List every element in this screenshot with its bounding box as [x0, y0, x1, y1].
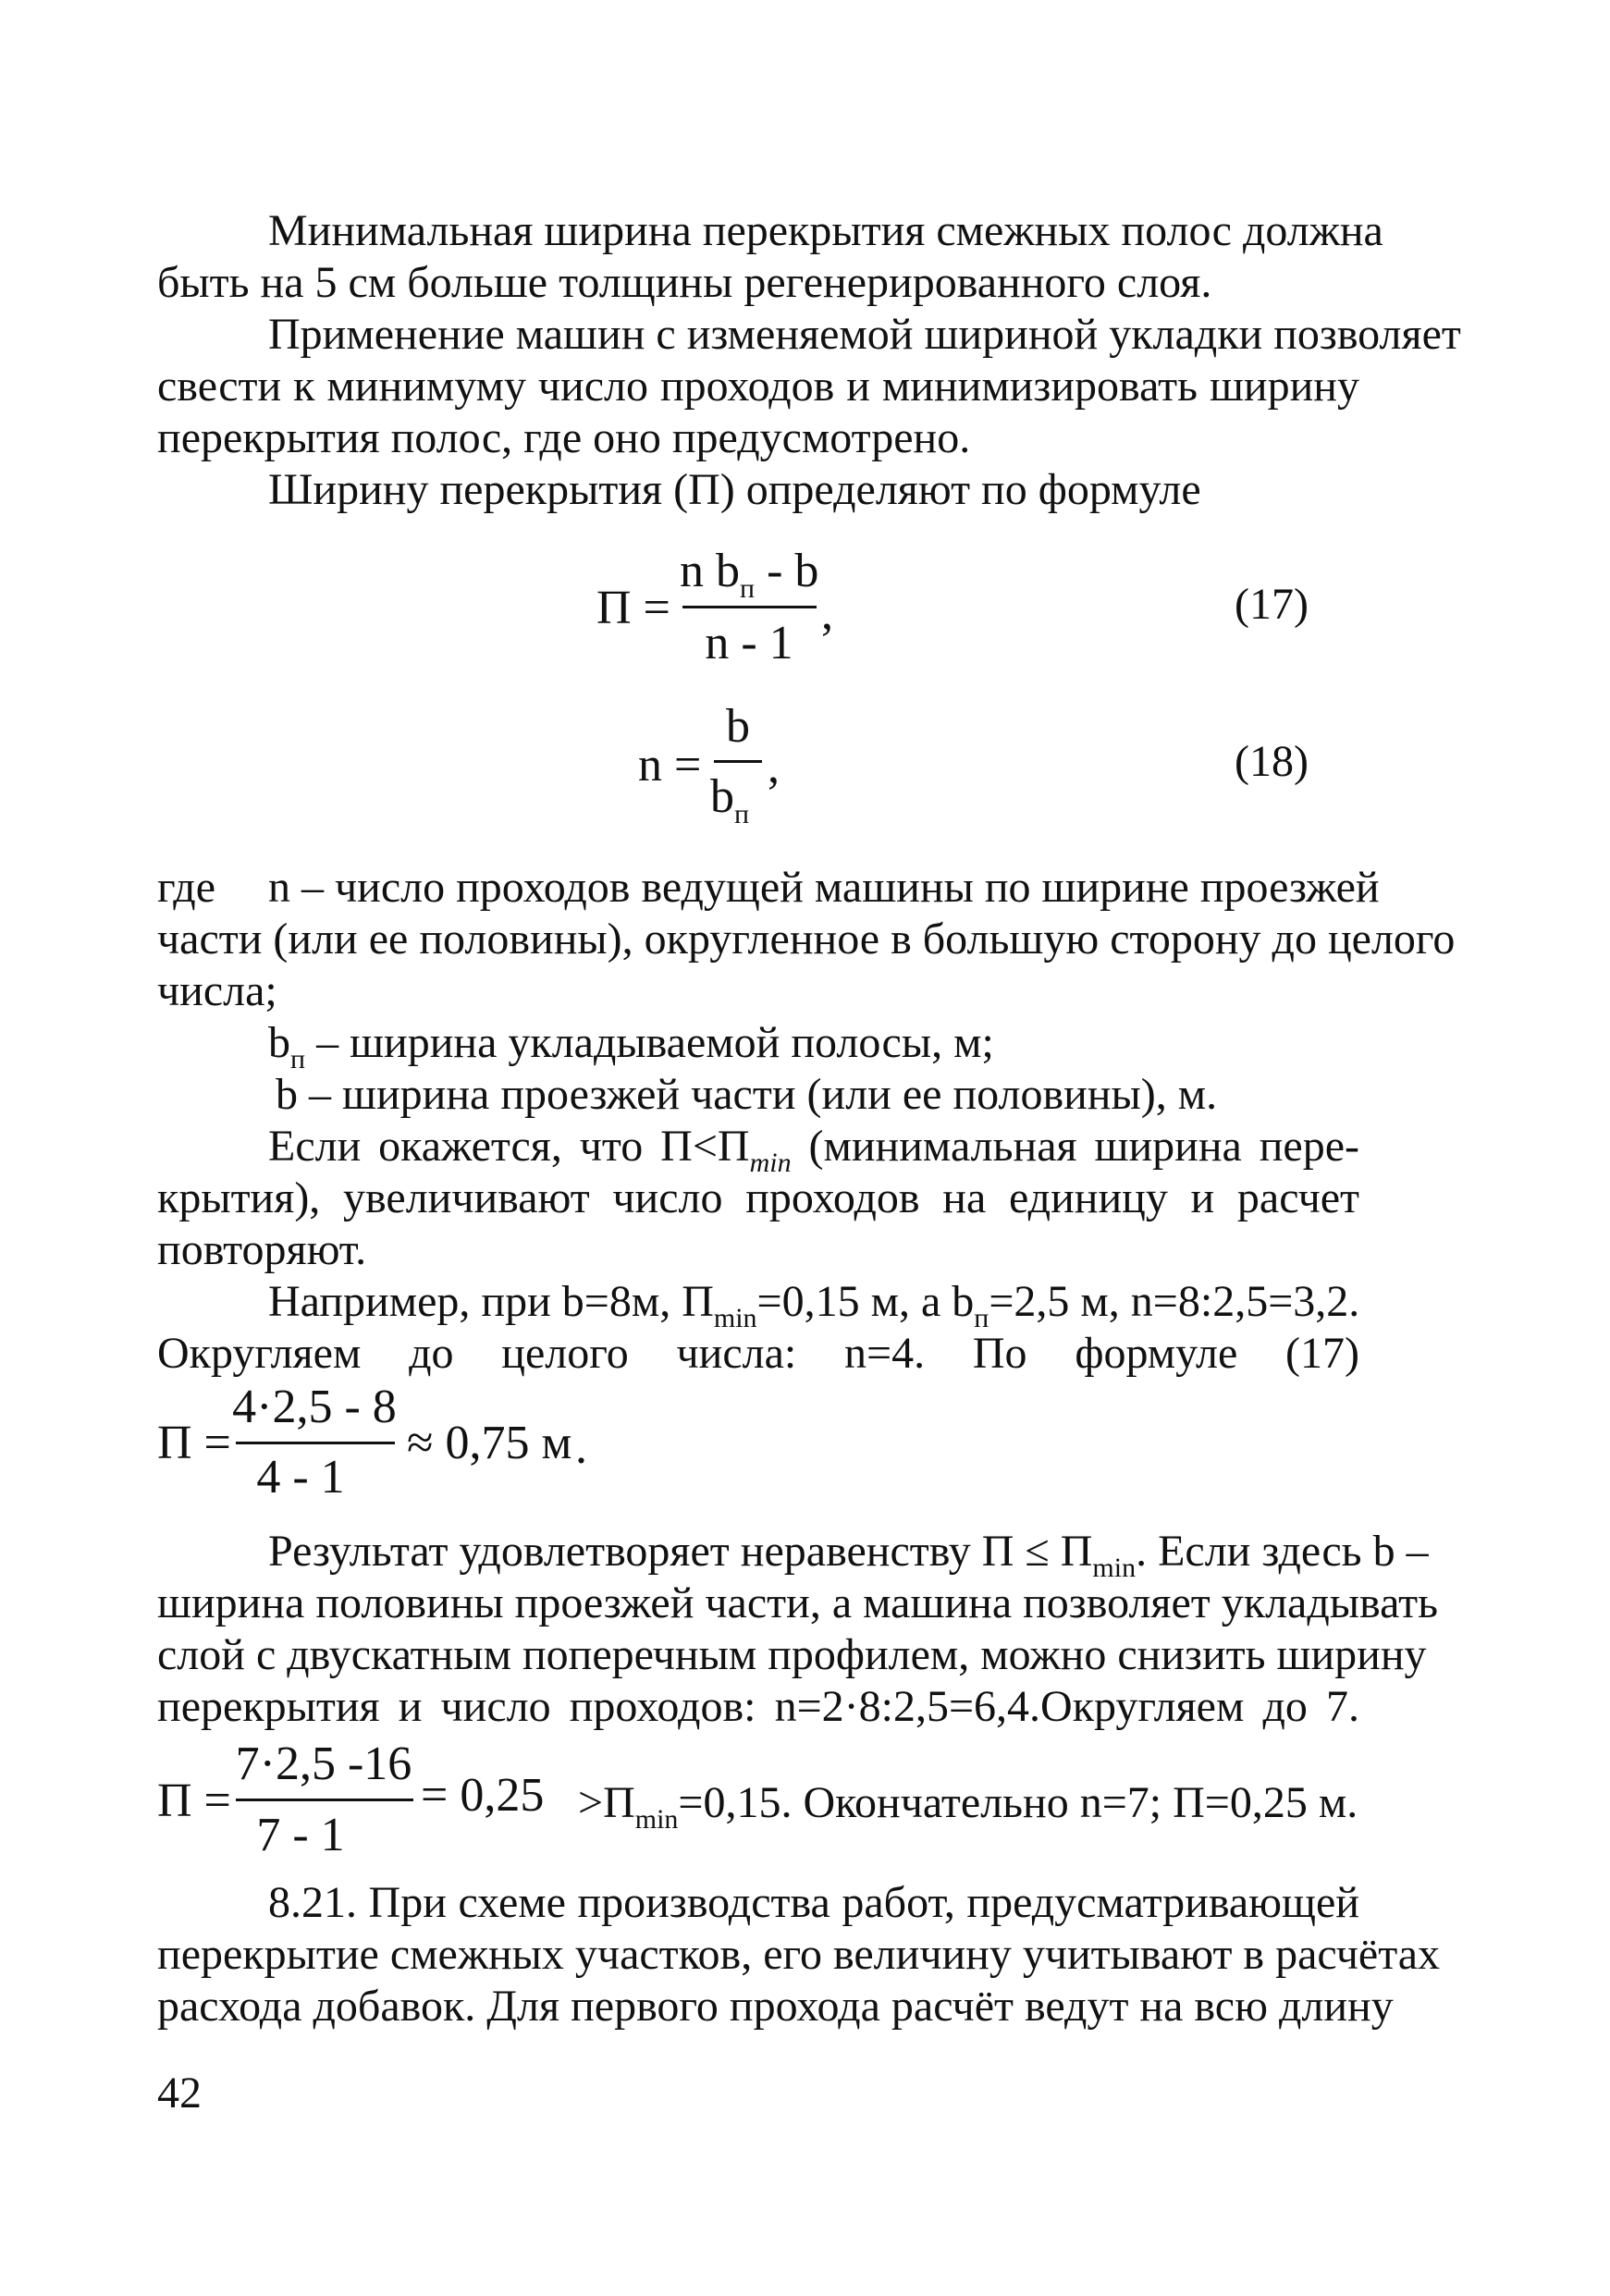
eq-lhs: П = [157, 1417, 231, 1469]
text-line: быть на 5 см больше толщины регенерированного слоя. [157, 258, 1212, 307]
eq-denominator: 4 - 1 [256, 1451, 345, 1504]
equation-number: (18) [1235, 737, 1309, 786]
text-line: перекрытия полос, где оно предусмотрено. [157, 413, 971, 462]
eq-rhs: ≈ 0,75 м [407, 1417, 572, 1469]
eq-numerator: 7·2,5 -16 [235, 1737, 412, 1790]
text-line: части (или ее половины), округленное в большую сторону до целого [157, 915, 1456, 964]
text-line: слой с двускатным поперечным профилем, можно снизить ширину [157, 1630, 1427, 1679]
text-line: Ширину перекрытия (П) определяют по формуле [268, 465, 1201, 514]
text-line: ширина половины проезжей части, а машина позволяет укладывать [157, 1578, 1438, 1627]
eq-rhs: = 0,25 [421, 1769, 545, 1822]
fraction-bar [236, 1442, 395, 1444]
eq-numerator: n $b_п$ - b [680, 545, 819, 604]
fraction-bar [714, 760, 762, 763]
text-line: Округляем до целого числа: n=4. По формуле (17) [157, 1329, 1359, 1378]
equation-number: (17) [1235, 580, 1309, 629]
eq-lhs: П = [157, 1774, 231, 1827]
text-line: крытия), увеличивают число проходов на единицу и расчет [157, 1173, 1359, 1222]
eq-denominator: 7 - 1 [256, 1809, 345, 1861]
text-line: Например, при b=8м, $П_{min}=0,15$ м, а $b_п=2,5$ м, n=8:2,5=3,2. [268, 1277, 1360, 1333]
eq-lhs: n = [638, 739, 702, 792]
page-number: 42 [157, 2069, 202, 2118]
text-line: повторяют. [157, 1225, 367, 1274]
eq-punct: , [821, 587, 833, 640]
text-line: n – число проходов ведущей машины по ширине проезжей [268, 863, 1380, 912]
text-line: Минимальная ширина перекрытия смежных полос должна [268, 206, 1383, 255]
fraction-bar [682, 606, 817, 608]
text-line: Применение машин с изменяемой шириной укладки позволяет [268, 310, 1461, 359]
text-line: Если окажется, что $П<П_{min}$ (минимальная ширина пере- [268, 1122, 1360, 1178]
eq-denominator: $b_п$ [710, 770, 750, 829]
text-line: 8.21. При схеме производства работ, предусматривающей [268, 1878, 1359, 1927]
eq-denominator: n - 1 [705, 617, 793, 669]
text-line: перекрытия и число проходов: n=2·8:2,5=6,4.Округляем до 7. [157, 1682, 1359, 1731]
text-line: b – ширина проезжей части (или ее половины), м. [276, 1070, 1218, 1119]
eq-numerator: 4·2,5 - 8 [232, 1381, 397, 1433]
fraction-bar [236, 1799, 413, 1801]
eq-punct: , [768, 741, 780, 793]
eq-punct: . [575, 1421, 587, 1474]
eq-numerator: b [726, 700, 750, 753]
text-line: где [157, 863, 216, 912]
text-line: перекрытие смежных участков, его величину учитывают в расчётах [157, 1930, 1441, 1979]
eq-lhs: П = [596, 582, 670, 634]
text-line: свести к минимуму число проходов и минимизировать ширину [157, 362, 1359, 411]
eq-tail: $>П_{min}=0,15$. Окончательно n=7; П=0,25 м. [578, 1778, 1358, 1835]
text-line: числа; [157, 966, 277, 1015]
text-line: Результат удовлетворяет неравенству $П \le П_{min}$. Если здесь b – [268, 1527, 1429, 1583]
text-line: расхода добавок. Для первого прохода расчёт ведут на всю длину [157, 1982, 1394, 2031]
text-line: $b_п$ – ширина укладываемой полосы, м; [268, 1018, 994, 1074]
